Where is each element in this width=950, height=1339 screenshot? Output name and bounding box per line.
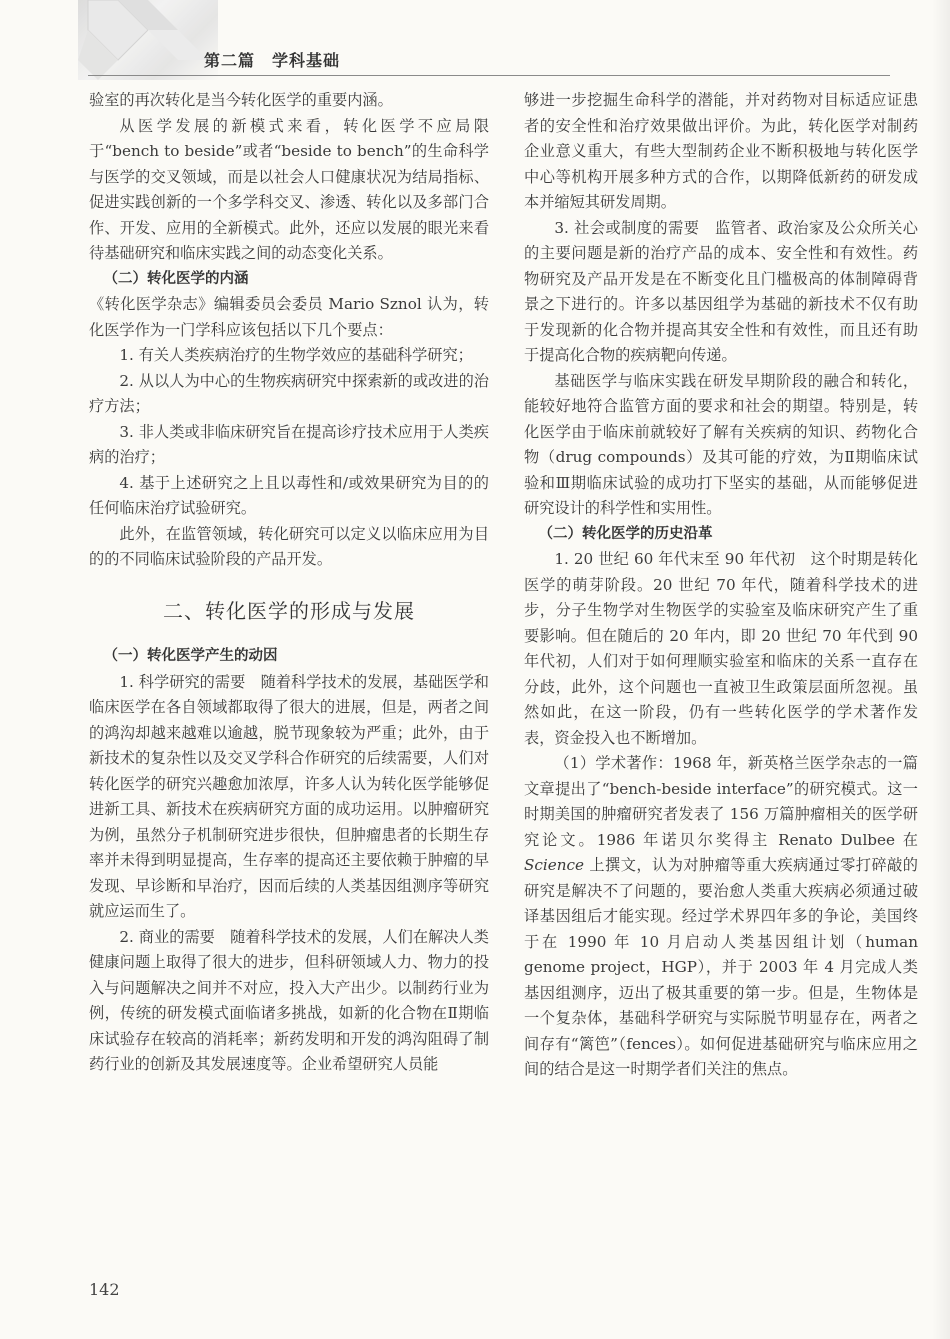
subsection-heading: （二）转化医学的内涵 [103,270,249,287]
paragraph: 从医学发展的新模式来看，转化医学不应局限于“bench to beside”或者“beside to bench”的生命科学与医学的交叉领域，而是以社会人口健康状况为结局指标、促进实践创新的一个多学科交叉、渗透、转化以及多部门合作、开发、应用的全新模式。此外，还应以发展的眼光来看待基础研究和临床实践之间的动态变化关系。 [89,116,489,262]
paragraph: 验室的再次转化是当今转化医学的重要内涵。 [89,91,393,109]
header-decoration [78,0,218,80]
section-heading: 二、转化医学的形成与发展 [163,598,415,623]
paragraph: 1. 20 世纪 60 年代末至 90 年代初 这个时期是转化医学的萌芽阶段。20 世纪 70 年代，随着科学技术的进步，分子生物学对生物医学的实验室及临床研究产生了重要影响。但在随后的 20 年内，即 20 世纪 70 年代到 90 年代初，人们对于如何理顺实验室和临床的关系一直存在分歧，此外，这个问题也一直被卫生政策层面所忽视。虽然如此，在这一阶段，仍有一些转化医学的学术著作发表，资金投入也不断增加。 [524,550,918,747]
paragraph: 够进一步挖掘生命科学的潜能，并对药物对目标适应证患者的安全性和治疗效果做出评价。为此，转化医学对制药企业意义重大，有些大型制药企业不断积极地与转化医学中心等机构开展多种方式的合作，以期降低新药的研发成本并缩短其研发周期。 [524,91,918,211]
running-header: 第二篇 学科基础 [204,51,341,70]
paragraph: 3. 社会或制度的需要 监管者、政治家及公众所关心的主要问题是新的治疗产品的成本、安全性和有效性。药物研究及产品开发是在不断变化且门槛极高的体制障碍背景之下进行的。许多以基因组学为基础的新技术不仅有助于发现新的化合物并提高其安全性和有效性，而且还有助于提高化合物的疾病靶向传递。 [524,218,918,364]
list-item: 4. 基于上述研究之上且以毒性和/或效果研究为目的的任何临床治疗试验研究。 [89,473,489,517]
page-number: 142 [89,1280,120,1299]
paragraph: 此外，在监管领域，转化研究可以定义以临床应用为目的的不同临床试验阶段的产品开发。 [89,524,489,568]
page-edge-shadow [932,0,950,1339]
header-rule [88,75,890,76]
text-run: 上撰文，认为对肿瘤等重大疾病通过零打碎敲的研究是解决不了问题的，要治愈人类重大疾病必须通过破译基因组后才能实现。经过学术界四年多的争论，美国终于在 1990 年 10 月启动人类基因组计划（human genome project，HGP），并于 2003 年 4 月完成人类基因组测序，迈出了极其重要的第一步。但是，生物体是一个复杂体，基础科学研究与实际脱节明显存在，两者之间存有“篱笆”（fences）。如何促进基础研究与临床应用之间的结合是这一时期学者们关注的焦点。 [524,856,918,1078]
paragraph: 基础医学与临床实践在研发早期阶段的融合和转化，能较好地符合监管方面的要求和社会的期望。特别是，转化医学由于临床前就较好了解有关疾病的知识、药物化合物（drug compounds）及其可能的疗效，为Ⅱ期临床试验和Ⅲ期临床试验的成功打下坚实的基础，从而能够促进研究设计的科学性和实用性。 [524,371,918,517]
list-item: 1. 有关人类疾病治疗的生物学效应的基础科学研究； [119,346,473,364]
decorative-pattern-icon [78,0,218,80]
list-item: 2. 从以人为中心的生物疾病研究中探索新的或改进的治疗方法； [89,371,489,415]
paragraph [524,751,918,1083]
text-run: （1）学术著作：1968 年，新英格兰医学杂志的一篇文章提出了“bench-beside interface”的研究模式。这一时期美国的肿瘤研究者发表了 156 万篇肿瘤相关的医学研究论文。1986 年诺贝尔奖得主 Renato Dulbee 在 [524,754,918,849]
right-column [524,88,918,1083]
subsection-heading: （一）转化医学产生的动因 [103,648,278,664]
journal-name: Science [524,856,585,874]
paragraph: 《转化医学杂志》编辑委员会委员 Mario Sznol 认为，转化医学作为一门学科应该包括以下几个要点： [89,295,489,339]
left-column [89,88,489,1078]
paragraph: 2. 商业的需要 随着科学技术的发展，人们在解决人类健康问题上取得了很大的进步，但科研领域人力、物力的投入与问题解决之间并不对应，投入大产出少。以制药行业为例，传统的研发模式面临诸多挑战，如新的化合物在Ⅱ期临床试验存在较高的消耗率；新药发明和开发的鸿沟阻碍了制药行业的创新及其发展速度等。企业希望研究人员能 [89,927,489,1073]
list-item: 3. 非人类或非临床研究旨在提高诊疗技术应用于人类疾病的治疗； [89,422,489,466]
paragraph: 1. 科学研究的需要 随着科学技术的发展，基础医学和临床医学在各自领域都取得了很大的进展，但是，两者之间的鸿沟却越来越难以逾越，脱节现象较为严重；此外，由于新技术的复杂性以及交叉学科合作研究的后续需要，人们对转化医学的研究兴趣愈加浓厚，许多人认为转化医学能够促进新工具、新技术在疾病研究方面的成功运用。以肿瘤研究为例，虽然分子机制研究进步很快，但肿瘤患者的长期生存率并未得到明显提高，生存率的提高还主要依赖于肿瘤的早发现、早诊断和早治疗，因而后续的人类基因组测序等研究就应运而生了。 [89,672,489,920]
subsection-heading: （二）转化医学的历史沿革 [538,525,713,542]
